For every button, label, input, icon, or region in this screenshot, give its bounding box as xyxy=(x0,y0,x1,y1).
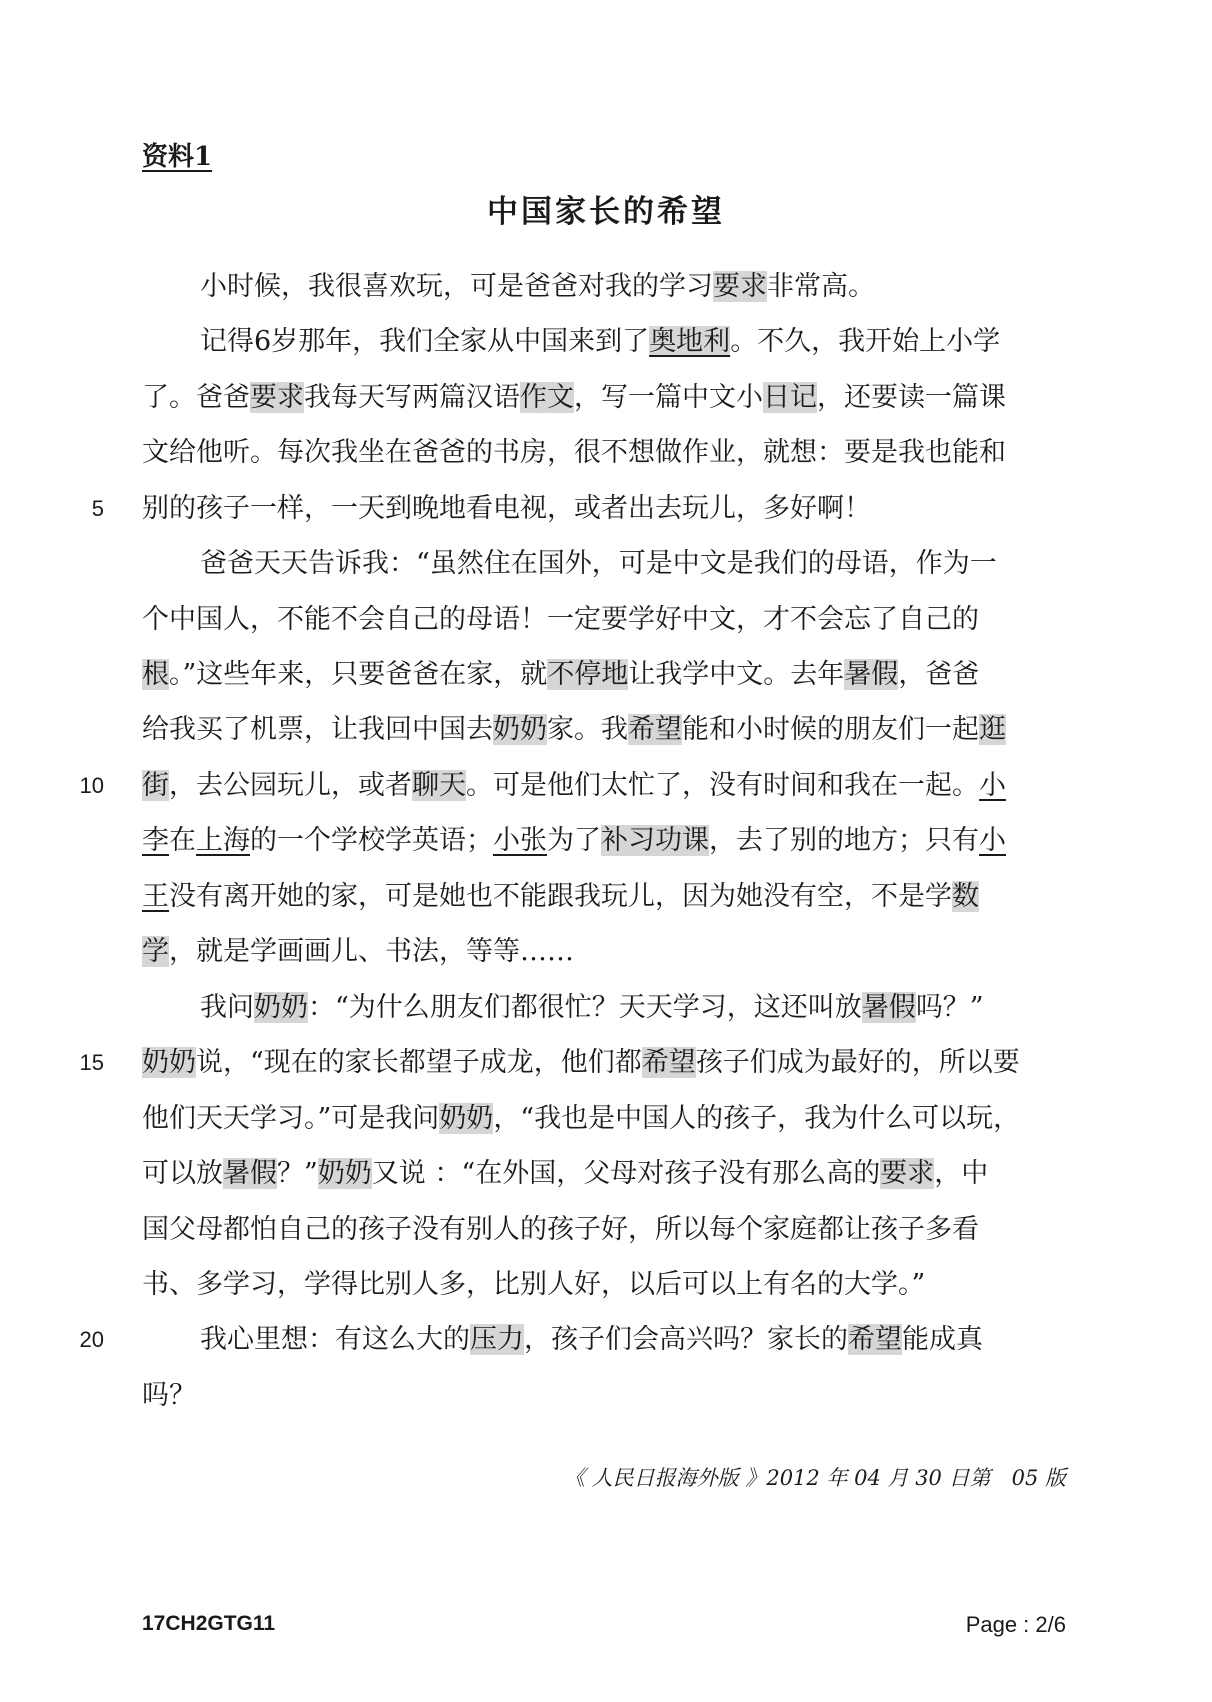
page-number: Page : 2/6 xyxy=(965,1612,1066,1637)
text-segment: 爸爸天天告诉我：“虽然住在国外，可是中文是我们的母语，作为一 xyxy=(200,548,997,579)
text-segment: 我心里想：有这么大的 xyxy=(200,1324,470,1355)
text-segment: 。可是他们太忙了，没有时间和我在一起。 xyxy=(466,770,979,801)
text-segment: 可以放 xyxy=(142,1158,223,1189)
text-segment: ，爸爸 xyxy=(898,659,980,690)
marked-term: 暑假 xyxy=(223,1158,277,1189)
marked-term: 希望 xyxy=(641,1047,696,1078)
section-heading: 资料1 xyxy=(142,142,213,172)
text-segment: 在 xyxy=(169,825,196,856)
source-citation: 《 人民日报海外版 》2012 年 04 月 30 日第 05 版 xyxy=(563,1466,1066,1490)
text-segment: 又说 ：“在外国，父母对孩子没有那么高的 xyxy=(371,1158,881,1189)
text-segment: ，就是学画画儿、书法，等等…… xyxy=(169,936,574,967)
text-segment: 记得6岁那年，我们全家从中国来到了 xyxy=(200,326,650,357)
text-line xyxy=(200,990,984,1026)
text-segment: 我每天写两篇汉语 xyxy=(304,382,520,413)
marked-term: 小 xyxy=(979,825,1006,856)
text-segment: 吗？” xyxy=(915,992,984,1023)
marked-term: 小张 xyxy=(493,825,547,856)
marked-term: 上海 xyxy=(196,825,250,856)
text-line xyxy=(142,823,1006,859)
text-line xyxy=(142,1101,1020,1137)
text-line xyxy=(142,1212,979,1248)
line-number-10: 10 xyxy=(79,773,104,798)
marked-term: 暑假 xyxy=(861,992,916,1023)
text-line xyxy=(142,435,1006,471)
marked-term: 王 xyxy=(142,881,169,912)
text-segment: ，还要读一篇课 xyxy=(817,382,1006,413)
text-line xyxy=(200,324,1000,360)
line-number-15: 15 xyxy=(79,1050,104,1075)
text-line xyxy=(200,269,875,305)
marked-term: 数 xyxy=(952,881,979,912)
text-line xyxy=(200,546,997,582)
marked-term: 不停地 xyxy=(547,659,629,690)
text-line xyxy=(142,491,871,527)
text-line xyxy=(142,657,979,693)
marked-term: 压力 xyxy=(470,1324,524,1355)
text-line xyxy=(142,934,574,970)
text-segment: 能和小时候的朋友们一起 xyxy=(682,714,979,745)
marked-term: 街 xyxy=(142,770,169,801)
text-segment: ，“我也是中国人的孩子，我为什么可以玩， xyxy=(493,1103,1021,1134)
text-line xyxy=(142,712,1006,748)
text-line xyxy=(142,1378,196,1414)
marked-term: 作文 xyxy=(520,382,574,413)
text-segment: ？” xyxy=(277,1158,318,1189)
text-segment: 小时候，我很喜欢玩，可是爸爸对我的学习 xyxy=(200,271,713,302)
line-number-5: 5 xyxy=(91,496,104,521)
text-line xyxy=(142,879,979,915)
marked-term: 奥地利 xyxy=(649,326,731,357)
text-segment: 国父母都怕自己的孩子没有别人的孩子好，所以每个家庭都让孩子多看 xyxy=(142,1214,979,1245)
text-segment: 文给他听。每次我坐在爸爸的书房，很不想做作业，就想：要是我也能和 xyxy=(142,437,1006,468)
text-segment: 书、多学习，学得比别人多，比别人好，以后可以上有名的大学。” xyxy=(142,1269,926,1300)
marked-term: 日记 xyxy=(763,382,817,413)
exam-code: 17CH2GTG11 xyxy=(142,1612,276,1635)
text-segment: 家。我 xyxy=(547,714,628,745)
text-segment: 吗？ xyxy=(142,1380,196,1411)
text-segment: ，写一篇中文小 xyxy=(574,382,763,413)
marked-term: 奶奶 xyxy=(254,992,308,1023)
text-segment: ，中 xyxy=(934,1158,989,1189)
marked-term: 希望 xyxy=(628,714,682,745)
text-segment: 的一个学校学英语； xyxy=(250,825,493,856)
text-line xyxy=(142,1156,988,1192)
text-segment: 为了 xyxy=(547,825,601,856)
marked-term: 奶奶 xyxy=(142,1047,196,1078)
text-segment: 说，“现在的家长都望子成龙，他们都 xyxy=(196,1047,642,1078)
marked-term: 学 xyxy=(142,936,169,967)
text-segment: 他们天天学习。”可是我问 xyxy=(142,1103,440,1134)
marked-term: 要求 xyxy=(880,1158,935,1189)
text-segment: 给我买了机票，让我回中国去 xyxy=(142,714,493,745)
article-title: 中国家长的希望 xyxy=(487,194,725,230)
text-line xyxy=(142,602,979,638)
text-segment: ，去了别的地方；只有 xyxy=(709,825,979,856)
marked-term: 小 xyxy=(979,770,1006,801)
marked-term: 奶奶 xyxy=(493,714,547,745)
marked-term: 补习功课 xyxy=(601,825,709,856)
text-segment: 非常高。 xyxy=(767,271,875,302)
text-segment: 没有离开她的家，可是她也不能跟我玩儿，因为她没有空，不是学 xyxy=(169,881,952,912)
marked-term: 要求 xyxy=(250,382,304,413)
marked-term: 要求 xyxy=(713,271,767,302)
text-segment: 别的孩子一样，一天到晚地看电视，或者出去玩儿，多好啊！ xyxy=(142,493,871,524)
text-segment: ，孩子们会高兴吗？家长的 xyxy=(524,1324,848,1355)
marked-term: 根 xyxy=(142,659,169,690)
text-segment: 能成真 xyxy=(902,1324,983,1355)
text-segment: 了。爸爸 xyxy=(142,382,250,413)
text-segment: 个中国人，不能不会自己的母语！一定要学好中文，才不会忘了自己的 xyxy=(142,604,979,635)
text-segment: 让我学中文。去年 xyxy=(628,659,845,690)
text-segment: ，去公园玩儿，或者 xyxy=(169,770,412,801)
text-segment: 。不久，我开始上小学 xyxy=(730,326,1001,357)
line-number-20: 20 xyxy=(79,1327,104,1352)
text-segment: ：“为什么朋友们都很忙？天天学习，这还叫放 xyxy=(308,992,862,1023)
text-segment: 我问 xyxy=(200,992,254,1023)
marked-term: 希望 xyxy=(848,1324,902,1355)
marked-term: 奶奶 xyxy=(317,1158,372,1189)
marked-term: 奶奶 xyxy=(439,1103,494,1134)
text-line xyxy=(200,1322,983,1358)
text-segment: 孩子们成为最好的，所以要 xyxy=(695,1047,1020,1078)
text-line xyxy=(142,380,1006,416)
marked-term: 暑假 xyxy=(844,659,899,690)
marked-term: 逛 xyxy=(979,714,1006,745)
text-line xyxy=(142,768,1006,804)
text-segment: 。”这些年来，只要爸爸在家，就 xyxy=(169,659,548,690)
marked-term: 李 xyxy=(142,825,169,856)
marked-term: 聊天 xyxy=(412,770,466,801)
text-line xyxy=(142,1045,1020,1081)
text-line xyxy=(142,1267,925,1303)
